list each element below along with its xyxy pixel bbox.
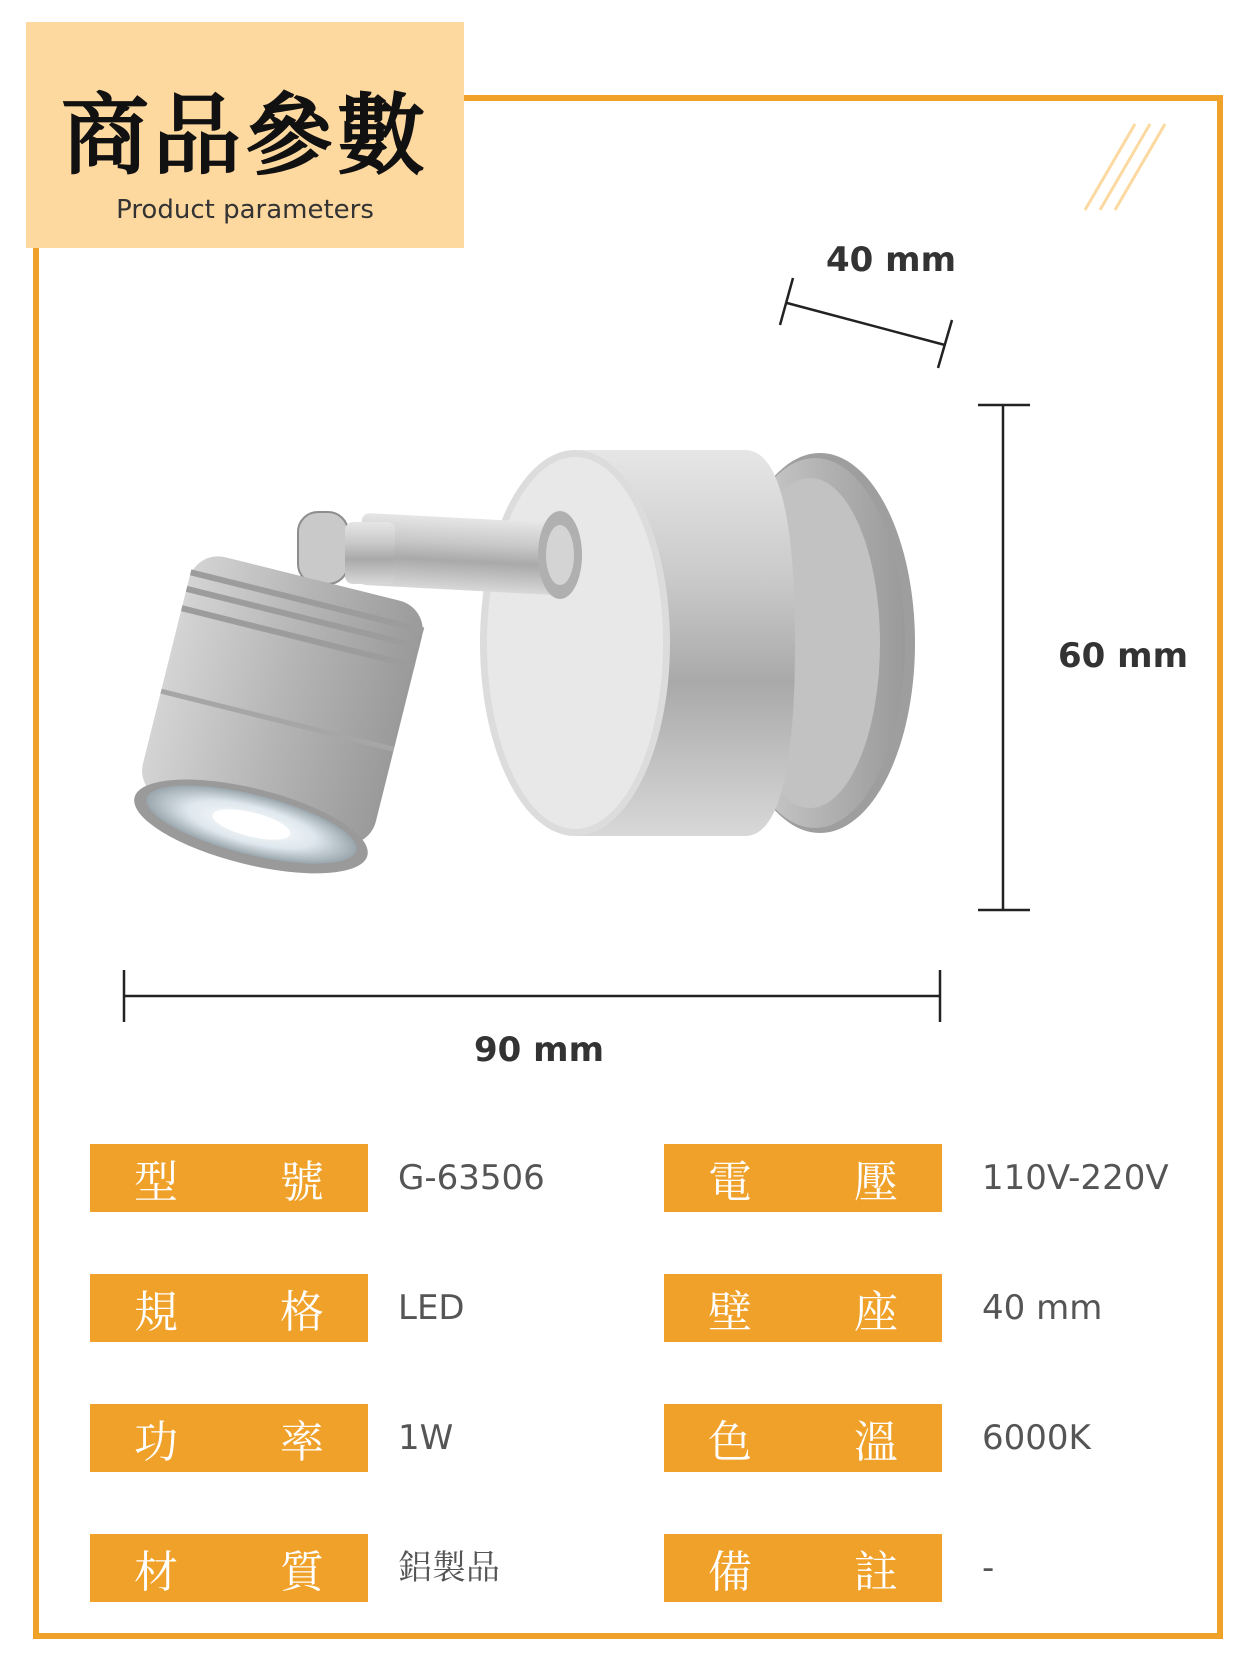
spec-label-char: 率 [280,1417,324,1468]
spec-value-voltage: 110V-220V [982,1158,1169,1198]
spec-value-type: LED [398,1288,465,1328]
product-image [130,400,930,930]
spec-value-model: G-63506 [398,1158,545,1198]
spec-label-char: 電 [708,1157,752,1208]
length-label: 90 mm [474,1030,605,1070]
spec-label-char: 質 [280,1547,324,1598]
spec-label-char: 型 [134,1157,178,1208]
spec-label-type [90,1274,368,1342]
depth-label: 40 mm [826,240,957,280]
page-title: 商品參數 [60,84,429,187]
spec-value-material: 鋁製品 [398,1548,500,1588]
spec-value-remarks: - [982,1548,995,1588]
spec-value-color-temp: 6000K [982,1418,1091,1458]
spec-label-char: 色 [708,1417,752,1468]
spec-label-color-temp [664,1404,942,1472]
spec-value-power: 1W [398,1418,454,1458]
spec-label-power [90,1404,368,1472]
spec-label-model [90,1144,368,1212]
spec-label-char: 號 [280,1157,324,1208]
spec-label-char: 壁 [708,1287,752,1338]
spec-label-char: 功 [134,1417,178,1468]
spec-label-voltage [664,1144,942,1212]
spec-label-remarks [664,1534,942,1602]
spec-label-char: 壓 [854,1157,898,1208]
height-label: 60 mm [1058,636,1189,676]
spec-label-char: 格 [280,1287,324,1338]
spec-label-char: 備 [708,1547,752,1598]
spec-label-char: 規 [134,1287,178,1338]
page-subtitle: Product parameters [116,195,374,225]
spec-label-material [90,1534,368,1602]
spec-label-char: 座 [854,1287,898,1338]
spec-value-wall-base: 40 mm [982,1288,1103,1328]
spec-label-char: 溫 [854,1417,898,1468]
spec-label-wall-base [664,1274,942,1342]
spec-label-char: 註 [854,1547,898,1598]
spec-label-char: 材 [134,1547,178,1598]
